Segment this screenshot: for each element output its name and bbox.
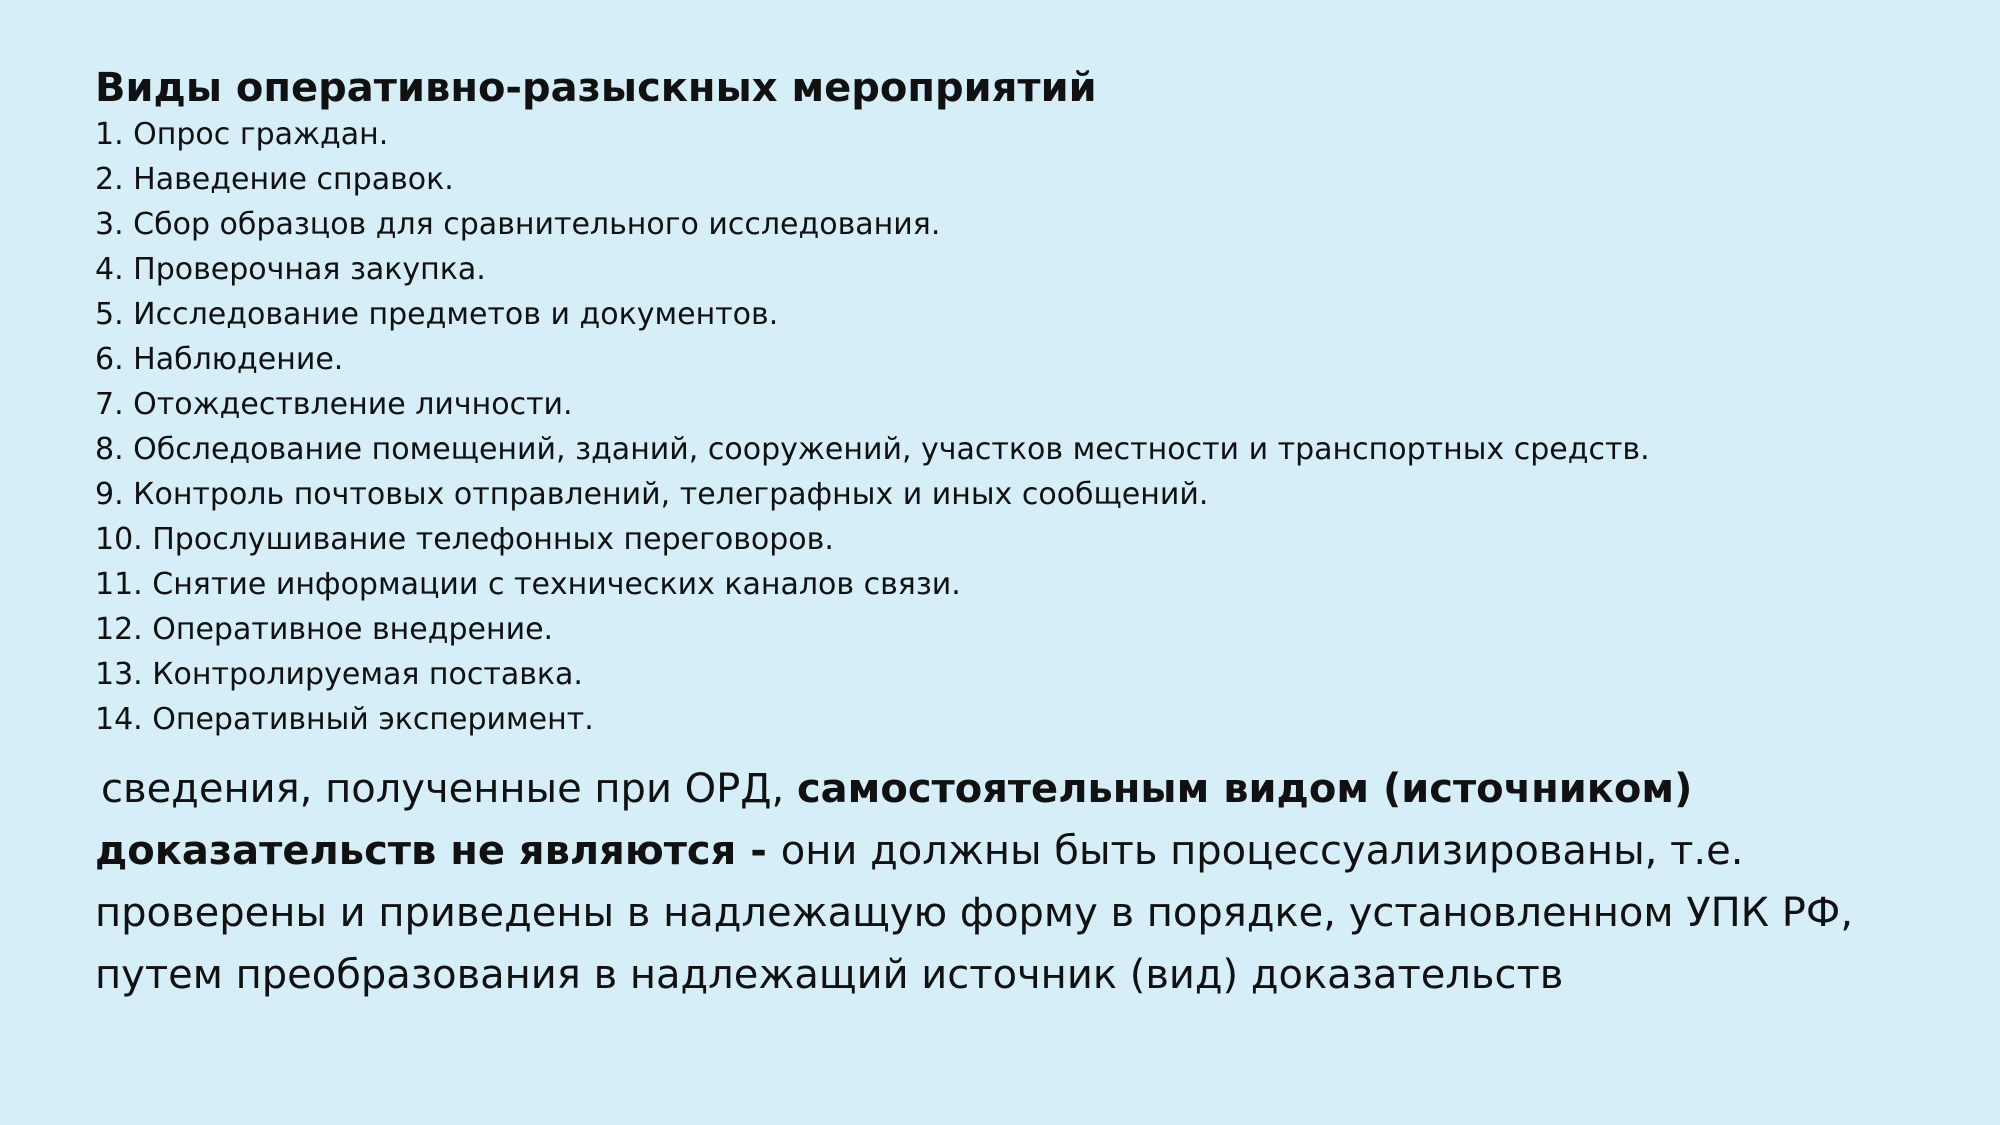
summary-part-1: сведения, полученные при ОРД, <box>101 766 797 812</box>
list-item: 6. Наблюдение. <box>95 342 344 377</box>
list-item: 9. Контроль почтовых отправлений, телеграфных и иных сообщений. <box>95 477 1209 512</box>
list-item: 1. Опрос граждан. <box>95 117 389 152</box>
list-item: 13. Контролируемая поставка. <box>95 657 583 692</box>
list-item: 11. Снятие информации с технических каналов связи. <box>95 567 961 602</box>
summary-part-2-bold: самостоятельным видом (источником) доказательств не являются - <box>95 766 1693 874</box>
summary-part-3: они должны быть процессуализированы, т.е. проверены и приведены в надлежащую форму в порядке, установленном УПК РФ, путем преобразования в надлежащий источник (вид) доказательств <box>95 828 1854 998</box>
list-item: 4. Проверочная закупка. <box>95 252 486 287</box>
measures-list <box>95 112 1935 742</box>
summary-paragraph <box>95 758 1895 1006</box>
list-item: 7. Отождествление личности. <box>95 387 573 422</box>
list-item: 5. Исследование предметов и документов. <box>95 297 779 332</box>
list-item: 8. Обследование помещений, зданий, сооружений, участков местности и транспортных средств. <box>95 432 1650 467</box>
list-item: 3. Сбор образцов для сравнительного исследования. <box>95 207 941 242</box>
list-item: 2. Наведение справок. <box>95 162 454 197</box>
slide-content <box>95 62 1935 1006</box>
list-item: 14. Оперативный эксперимент. <box>95 702 594 737</box>
list-item: 12. Оперативное внедрение. <box>95 612 554 647</box>
list-item: 10. Прослушивание телефонных переговоров. <box>95 522 834 557</box>
slide-title: Виды оперативно-разыскных мероприятий <box>95 65 1097 111</box>
